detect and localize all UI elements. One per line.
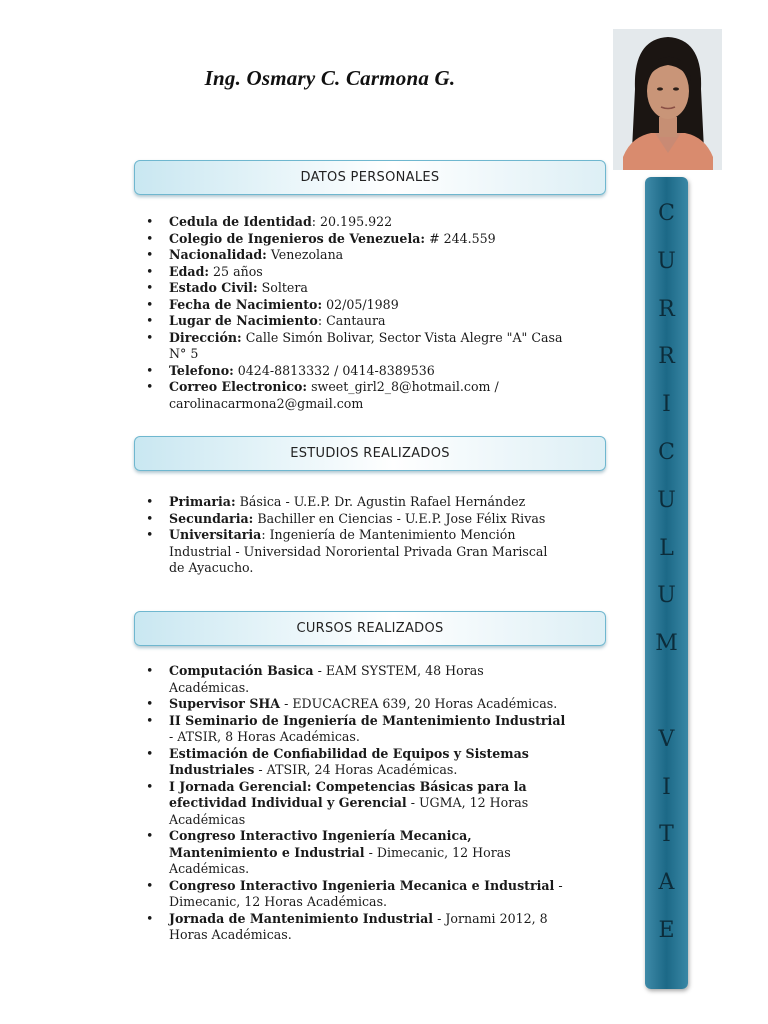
- item-label: Edad:: [169, 263, 210, 279]
- list-item: [146, 527, 566, 577]
- item-label: Congreso Interactivo Ingenieria Mecanica e Industrial: [169, 877, 555, 893]
- sidebar-letter: C: [658, 440, 675, 465]
- item-value: Bachiller en Ciencias - U.E.P. Jose Félix Rivas: [257, 510, 546, 526]
- item-label: Supervisor SHA: [169, 696, 281, 711]
- sidebar-letter: R: [658, 344, 675, 370]
- item-label: Secundaria:: [169, 510, 254, 526]
- item-value: - UGMA, 12 Horas Académicas: [169, 795, 529, 827]
- list-item: [146, 214, 566, 231]
- item-label: Cedula de Identidad: [169, 214, 312, 229]
- item-value: sweet_girl2_8@hotmail.com / carolinacarmona2@gmail.com: [169, 379, 499, 411]
- list-item: [146, 330, 566, 363]
- item-separator: :: [317, 313, 327, 328]
- list-item: [146, 297, 566, 314]
- item-label: Estado Civil:: [169, 280, 258, 295]
- item-value: Básica - U.E.P. Dr. Agustin Rafael Hernández: [239, 494, 526, 509]
- list-item: [146, 313, 566, 330]
- sidebar-letter: R: [658, 296, 675, 322]
- personal-data-list: [146, 214, 566, 412]
- list-item: [146, 231, 566, 248]
- list-item: [146, 878, 566, 911]
- section-header-courses: CURSOS REALIZADOS: [134, 611, 606, 646]
- item-value: - ATSIR, 24 Horas Académicas.: [258, 762, 458, 777]
- sidebar-letter: V: [658, 726, 675, 752]
- sidebar-letter: A: [658, 870, 675, 896]
- list-item: [146, 663, 566, 696]
- studies-list: [146, 494, 566, 577]
- sidebar-letter: M: [655, 631, 678, 657]
- item-label: Correo Electronico:: [169, 379, 308, 394]
- item-value: 20.195.922: [320, 214, 393, 229]
- item-separator: :: [311, 214, 321, 229]
- item-label: II Seminario de Ingeniería de Mantenimiento Industrial: [169, 712, 566, 728]
- item-label: Telefono:: [169, 362, 234, 378]
- sidebar-letter: I: [662, 774, 671, 800]
- list-item: [146, 494, 566, 511]
- item-value: 02/05/1989: [326, 296, 399, 312]
- item-value: Venezolana: [270, 247, 344, 262]
- item-value: 25 años: [213, 263, 263, 279]
- item-value: Ingeniería de Mantenimiento Mención Industrial - Universidad Nororiental Privada Gran Mariscal de Ayacucho.: [169, 527, 548, 575]
- item-label: Fecha de Nacimiento:: [169, 296, 323, 312]
- list-item: [146, 363, 566, 380]
- list-item: [146, 696, 566, 713]
- item-value: - EDUCACREA 639, 20 Horas Académicas.: [284, 696, 558, 711]
- item-separator: :: [261, 527, 270, 542]
- item-label: Colegio de Ingenieros de Venezuela:: [169, 230, 426, 246]
- list-item: [146, 264, 566, 281]
- list-item: [146, 746, 566, 779]
- item-label: Estimación de Confiabilidad de Equipos y Sistemas Industriales: [169, 745, 529, 777]
- item-label: Universitaria: [169, 527, 262, 542]
- item-label: Jornada de Mantenimiento Industrial: [169, 910, 434, 926]
- profile-photo: [613, 29, 722, 170]
- item-value: Cantaura: [326, 313, 386, 328]
- item-label: Congreso Interactivo Ingeniería Mecanica, Mantenimiento e Industrial: [169, 828, 472, 860]
- list-item: [146, 828, 566, 878]
- candidate-name: Ing. Osmary C. Carmona G.: [204, 66, 456, 90]
- sidebar-letter: C: [658, 201, 675, 226]
- item-value: 0424-8813332 / 0414-8389536: [237, 362, 435, 378]
- sidebar-letter: I: [662, 392, 671, 418]
- section-header-personal: DATOS PERSONALES: [134, 160, 606, 195]
- list-item: [146, 280, 566, 297]
- list-item: [146, 713, 566, 746]
- courses-list: [146, 663, 566, 944]
- curriculum-vitae-sidebar: [645, 177, 688, 989]
- item-label: Computación Basica: [169, 663, 314, 678]
- item-value: - EAM SYSTEM, 48 Horas Académicas.: [169, 663, 484, 695]
- list-item: [146, 511, 566, 528]
- item-label: Dirección:: [169, 329, 242, 345]
- profile-photo-image: [613, 29, 722, 170]
- item-value: Soltera: [261, 280, 308, 295]
- item-label: Lugar de Nacimiento: [169, 313, 318, 328]
- item-value: - ATSIR, 8 Horas Académicas.: [169, 729, 360, 744]
- list-item: [146, 911, 566, 944]
- list-item: [146, 379, 566, 412]
- item-value: # 244.559: [429, 230, 496, 246]
- item-label: I Jornada Gerencial: Competencias Básicas para la efectividad Individual y Gerencial: [169, 778, 527, 810]
- sidebar-letter: T: [659, 822, 674, 848]
- sidebar-letter: E: [658, 918, 675, 943]
- sidebar-letter: L: [659, 535, 674, 561]
- item-label: Primaria:: [169, 494, 236, 509]
- sidebar-letter: U: [657, 583, 676, 609]
- section-header-studies: ESTUDIOS REALIZADOS: [134, 436, 606, 471]
- list-item: [146, 779, 566, 829]
- item-value: - Jornami 2012, 8 Horas Académicas.: [169, 910, 548, 942]
- item-value: - Dimecanic, 12 Horas Académicas.: [169, 877, 563, 909]
- list-item: [146, 247, 566, 264]
- item-value: - Dimecanic, 12 Horas Académicas.: [169, 844, 511, 876]
- sidebar-letter: U: [657, 487, 676, 513]
- item-label: Nacionalidad:: [169, 247, 267, 262]
- sidebar-letter: U: [657, 248, 676, 274]
- item-value: Calle Simón Bolivar, Sector Vista Alegre "A" Casa N° 5: [169, 329, 563, 361]
